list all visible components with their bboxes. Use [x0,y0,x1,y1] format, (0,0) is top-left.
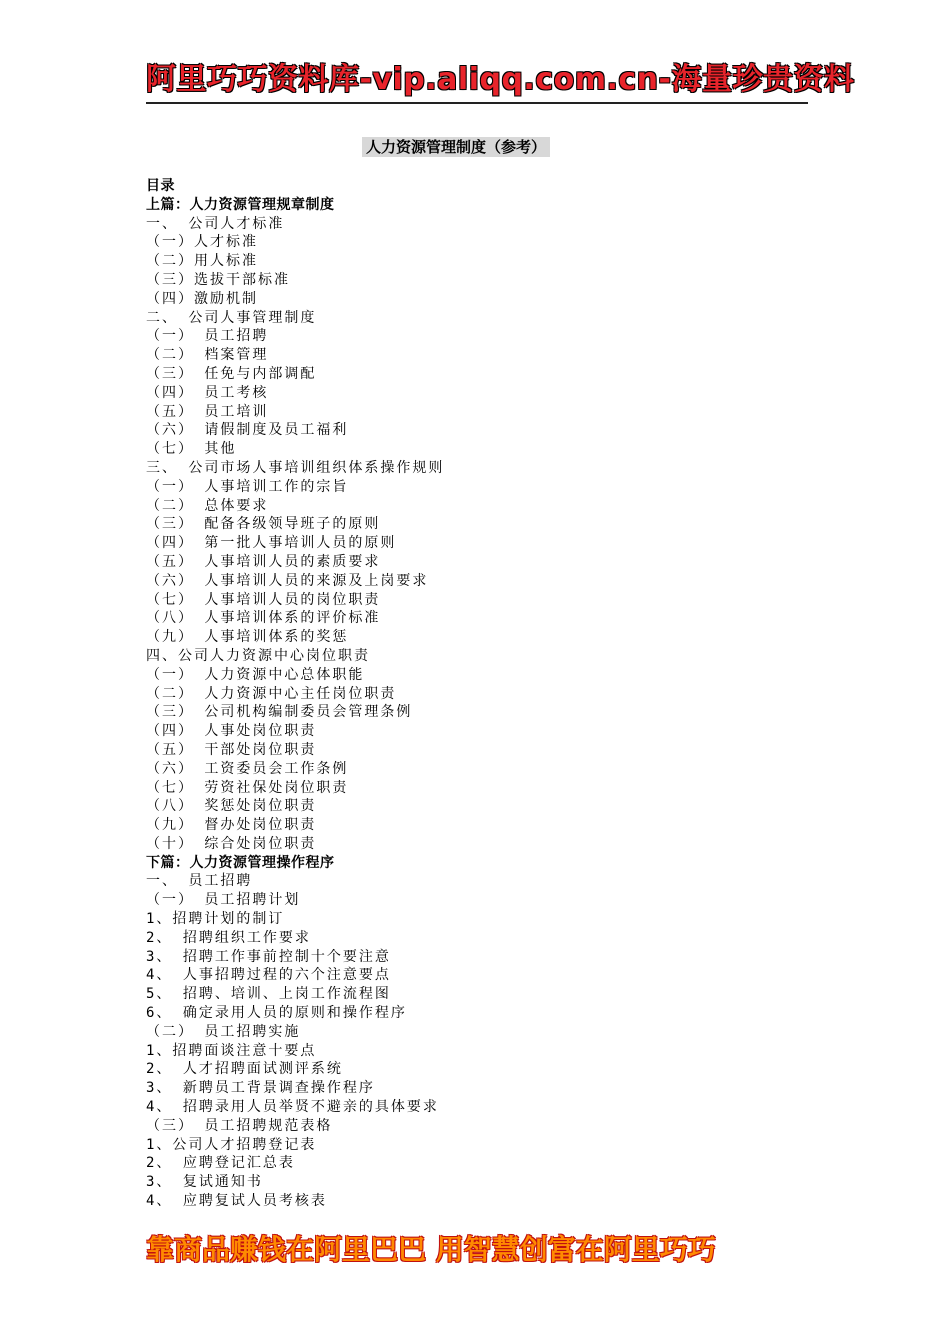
toc-item: 5、 招聘、培训、上岗工作流程图 [146,986,391,1003]
toc-item: 6、 确定录用人员的原则和操作程序 [146,1005,407,1022]
toc-heading: 上篇：人力资源管理规章制度 [146,196,335,213]
toc-item: （三） 公司机构编制委员会管理条例 [146,704,413,721]
toc-item: （一） 员工招聘 [146,328,269,345]
toc-item: （十） 综合处岗位职责 [146,835,317,852]
toc-item: （三） 任免与内部调配 [146,365,317,382]
toc-item: （二）用人标准 [146,253,258,270]
footer-banner-text: 靠商品赚钱在阿里巴巴 用智慧创富在阿里巧巧 [146,1233,716,1266]
toc-item: 四、公司人力资源中心岗位职责 [146,647,370,664]
toc-item: （八） 奖惩处岗位职责 [146,798,317,815]
toc-item: （三）选拔干部标准 [146,271,290,288]
toc-item: 一、 员工招聘 [146,873,253,890]
toc-item: （九） 督办处岗位职责 [146,817,317,834]
toc-item: （四） 人事处岗位职责 [146,723,317,740]
toc-item: （二） 员工招聘实施 [146,1023,301,1040]
toc-item: （九） 人事培训体系的奖惩 [146,629,349,646]
toc-item: （五） 干部处岗位职责 [146,741,317,758]
header-banner [146,60,855,104]
footer-banner [146,1232,796,1268]
toc-item: （八） 人事培训体系的评价标准 [146,610,381,627]
toc-item: （七） 劳资社保处岗位职责 [146,779,349,796]
toc-item: （六） 工资委员会工作条例 [146,760,349,777]
toc-item: （六） 请假制度及员工福利 [146,422,349,439]
toc-item: （一） 人事培训工作的宗旨 [146,478,349,495]
toc-item: （一）人才标准 [146,234,258,251]
toc-item: （四） 员工考核 [146,384,269,401]
toc-item: （五） 员工培训 [146,403,269,420]
toc-item: 一、 公司人才标准 [146,215,285,232]
toc-item: 2、 人才招聘面试测评系统 [146,1061,343,1078]
toc-item: 三、 公司市场人事培训组织体系操作规则 [146,459,445,476]
toc-item: （五） 人事培训人员的素质要求 [146,553,381,570]
toc-item: （一） 人力资源中心总体职能 [146,666,365,683]
toc-heading: 下篇：人力资源管理操作程序 [146,854,335,871]
toc-item: （二） 总体要求 [146,497,269,514]
toc-item: 3、 新聘员工背景调查操作程序 [146,1080,375,1097]
toc-item: 1、招聘面谈注意十要点 [146,1042,317,1059]
toc-item: 3、 招聘工作事前控制十个要注意 [146,948,391,965]
toc-item: （七） 人事培训人员的岗位职责 [146,591,381,608]
toc-item: 2、 应聘登记汇总表 [146,1155,295,1172]
header-banner-text: 阿里巧巧资料库-vip.aliqq.com.cn-海量珍贵资料 [146,62,855,97]
toc-item: （六） 人事培训人员的来源及上岗要求 [146,572,429,589]
document-title: 人力资源管理制度（参考） [362,137,550,157]
toc-item: 4、 人事招聘过程的六个注意要点 [146,967,391,984]
toc-item: （三） 配备各级领导班子的原则 [146,516,381,533]
toc-item: 2、 招聘组织工作要求 [146,929,311,946]
toc-heading: 目录 [146,178,175,194]
toc-item: （二） 人力资源中心主任岗位职责 [146,685,397,702]
toc-item: 1、招聘计划的制订 [146,911,285,928]
toc-item: （四） 第一批人事培训人员的原则 [146,535,397,552]
toc-item: 4、 招聘录用人员举贤不避亲的具体要求 [146,1099,439,1116]
toc-item: 二、 公司人事管理制度 [146,309,317,326]
table-of-contents [146,177,846,1211]
toc-item: （七） 其他 [146,441,237,458]
toc-item: （三） 员工招聘规范表格 [146,1117,333,1134]
toc-item: （四）激励机制 [146,290,258,307]
toc-item: （二） 档案管理 [146,347,269,364]
toc-item: 3、 复试通知书 [146,1174,263,1191]
toc-item: （一） 员工招聘计划 [146,892,301,909]
toc-item: 1、公司人才招聘登记表 [146,1136,317,1153]
toc-item: 4、 应聘复试人员考核表 [146,1193,327,1210]
